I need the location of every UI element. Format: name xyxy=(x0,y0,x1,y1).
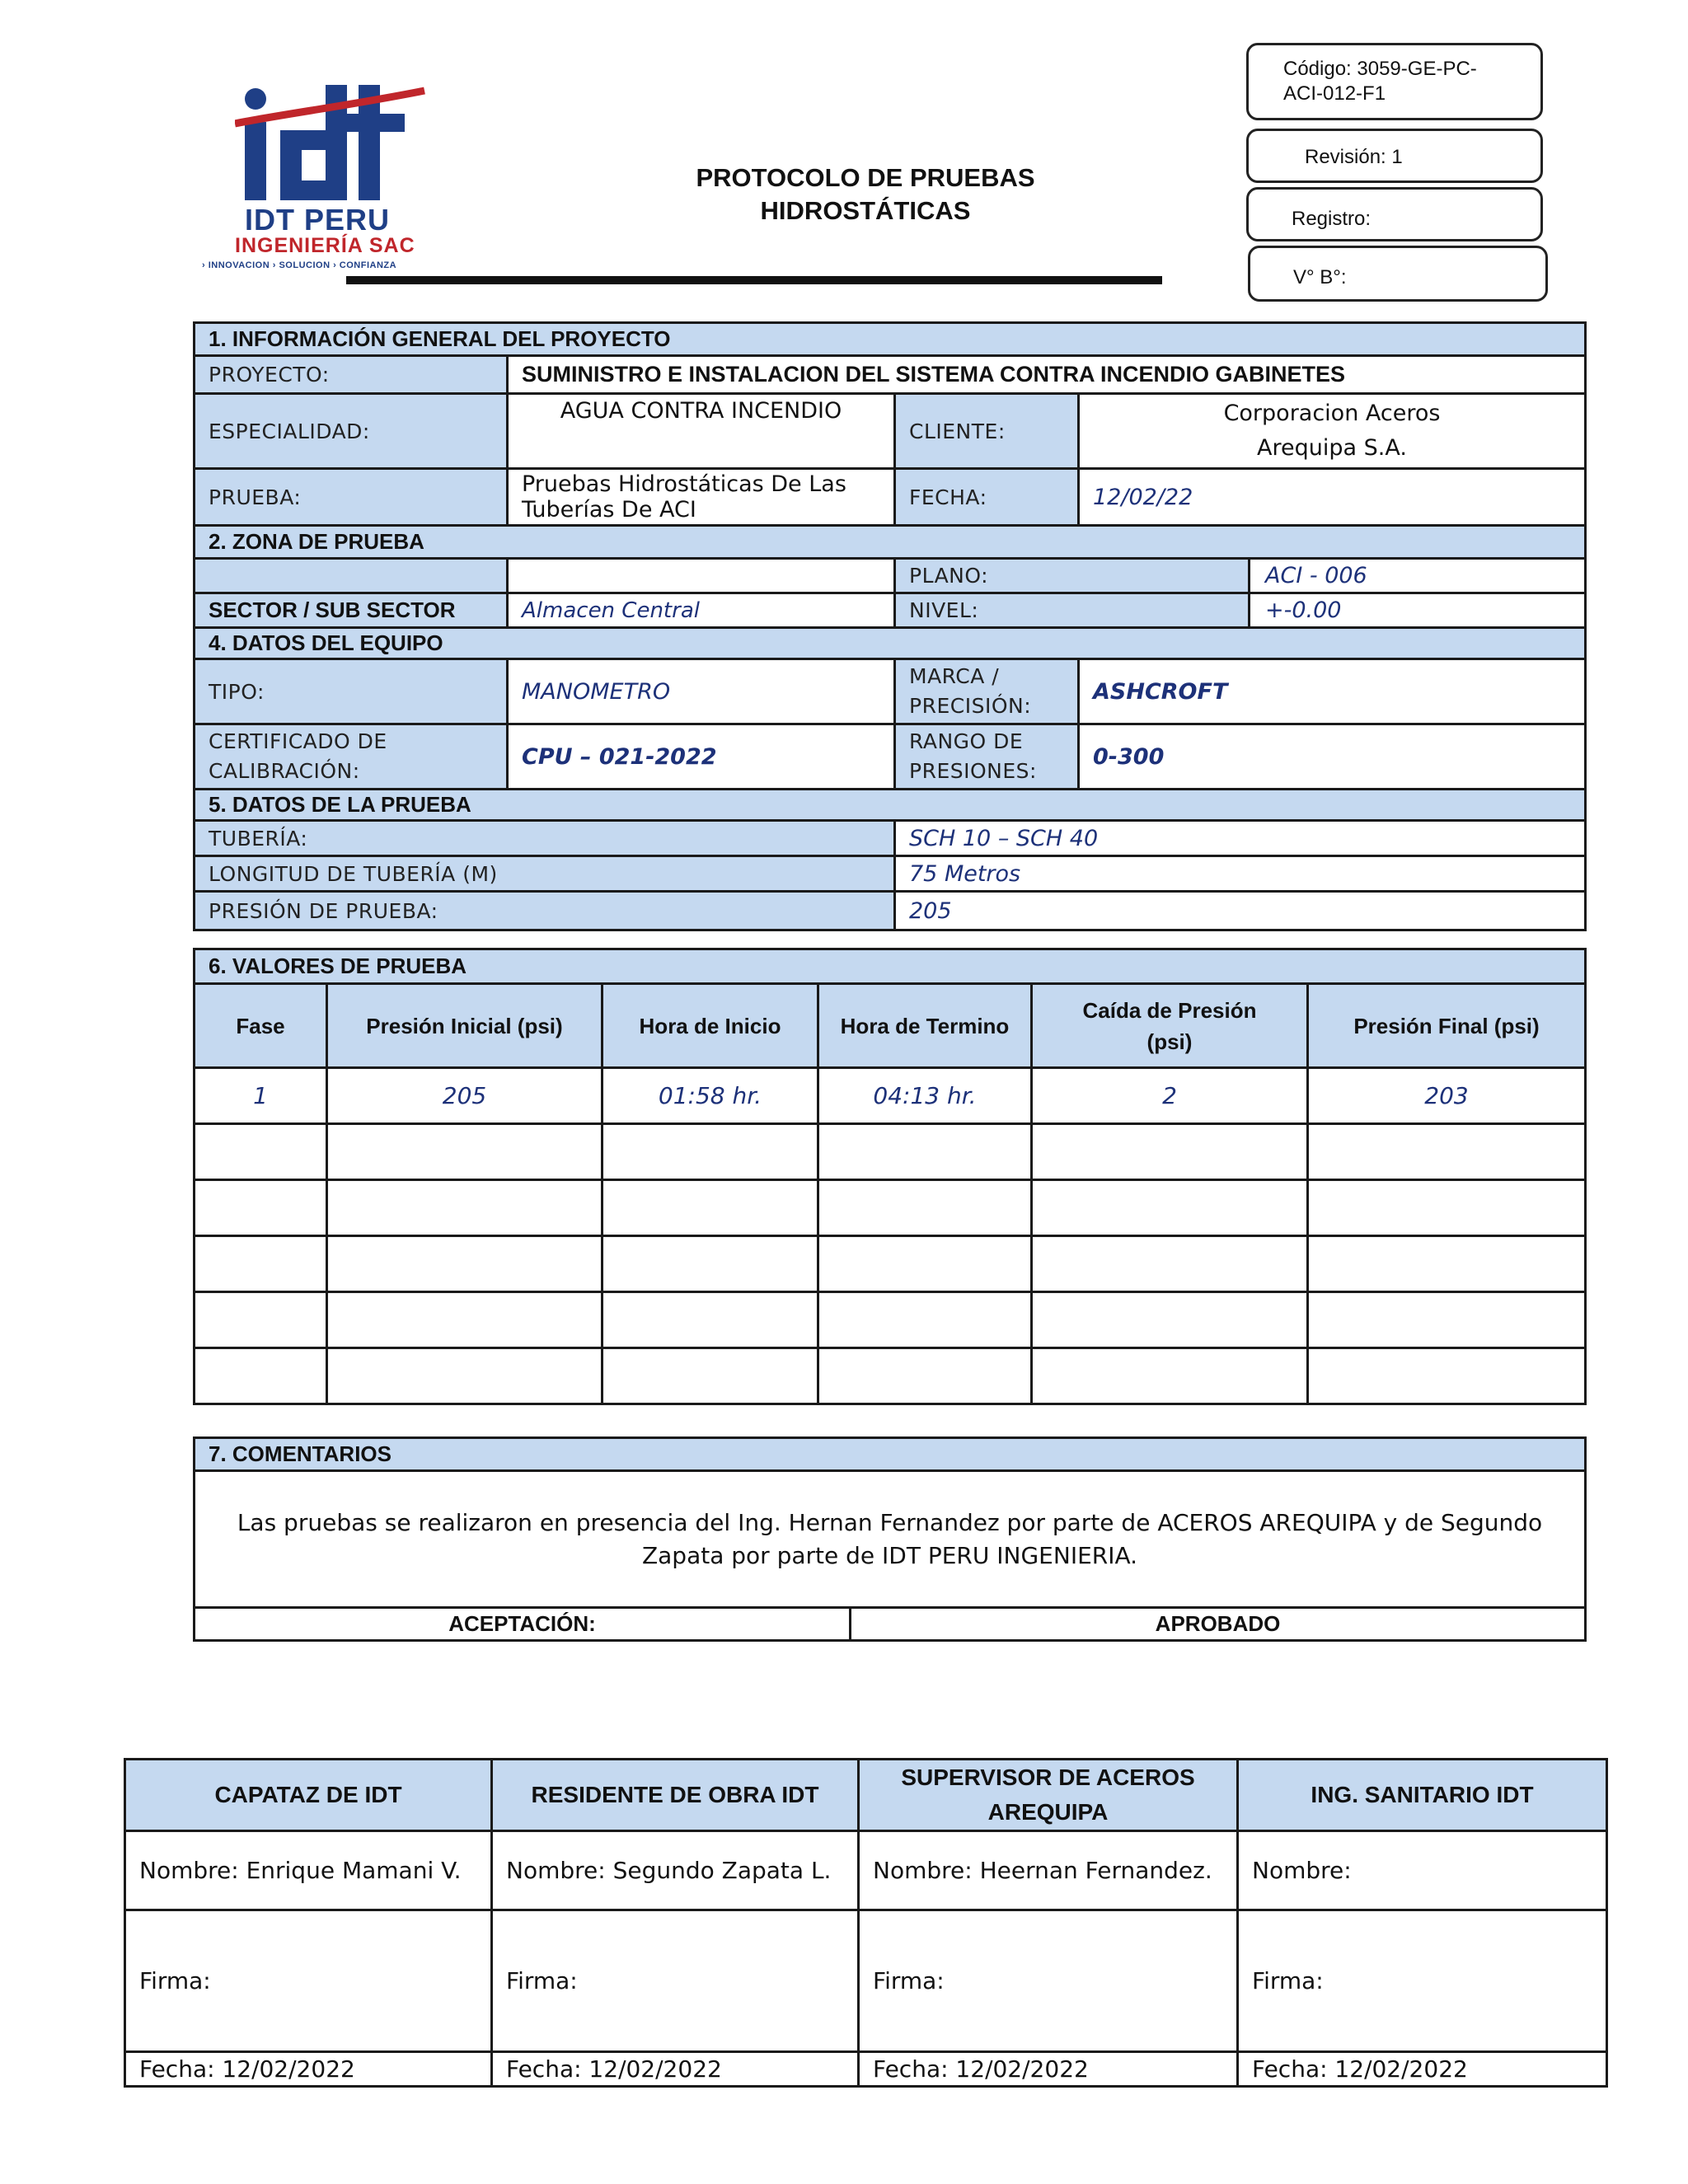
cell-hora-inicio xyxy=(603,1292,818,1348)
cell-presion-final: 203 xyxy=(1308,1068,1586,1124)
cell-hora-termino xyxy=(818,1348,1032,1404)
cell-caida-presion xyxy=(1032,1348,1308,1404)
cell-presion-final xyxy=(1308,1348,1586,1404)
logo-tagline: › INNOVACION › SOLUCION › CONFIANZA xyxy=(202,260,397,270)
comment-line-1: Las pruebas se realizaron en presencia del Ing. Hernan Fernandez por parte de ACEROS AREQUIPA y de Segundo xyxy=(237,1508,1543,1536)
signature-nombre: Nombre: Heernan Fernandez. xyxy=(859,1831,1238,1910)
cell-caida-presion: 2 xyxy=(1032,1068,1308,1124)
cell-presion-final xyxy=(1308,1236,1586,1292)
certificado-label-line-1: CERTIFICADO DE xyxy=(209,729,387,753)
presion-value: 205 xyxy=(895,892,1586,930)
tuberia-value: SCH 10 – SCH 40 xyxy=(895,821,1586,856)
prueba-label: PRUEBA: xyxy=(195,469,508,526)
signature-fecha: Fecha: 12/02/2022 xyxy=(859,2052,1238,2087)
idt-logo-mark-icon xyxy=(235,81,445,204)
cell-hora-inicio: 01:58 hr. xyxy=(603,1068,818,1124)
cell-hora-termino xyxy=(818,1124,1032,1180)
signature-role-residente: RESIDENTE DE OBRA IDT xyxy=(492,1760,859,1831)
signature-firma: Firma: xyxy=(859,1910,1238,2052)
header-caida-presion: Caída de Presión (psi) xyxy=(1032,984,1308,1068)
signature-role-capataz: CAPATAZ DE IDT xyxy=(125,1760,492,1831)
section-4-title: 4. DATOS DEL EQUIPO xyxy=(195,628,1586,659)
nivel-value: +-0.00 xyxy=(1250,593,1586,628)
signature-firma: Firma: xyxy=(1238,1910,1607,2052)
longitud-label: LONGITUD DE TUBERÍA (M) xyxy=(195,856,895,892)
signature-fecha: Fecha: 12/02/2022 xyxy=(492,2052,859,2087)
plano-label: PLANO: xyxy=(895,559,1250,593)
tuberia-label: TUBERÍA: xyxy=(195,821,895,856)
cell-presion-inicial xyxy=(327,1236,603,1292)
table-row xyxy=(195,1180,1586,1236)
certificado-label xyxy=(195,724,508,790)
test-values-table xyxy=(193,948,1587,1405)
cell-hora-inicio xyxy=(603,1236,818,1292)
comment-line-2: Zapata por parte de IDT PERU INGENIERIA. xyxy=(641,1541,1138,1569)
fecha-value: 12/02/22 xyxy=(1079,469,1586,526)
comments-table xyxy=(193,1436,1587,1642)
marca-label-line-1: MARCA / xyxy=(909,664,1000,688)
signature-fecha: Fecha: 12/02/2022 xyxy=(125,2052,492,2087)
cell-caida-presion xyxy=(1032,1292,1308,1348)
signature-role-ing-sanitario: ING. SANITARIO IDT xyxy=(1238,1760,1607,1831)
document-title xyxy=(643,162,1088,227)
revision-text: Revisión: 1 xyxy=(1305,146,1403,168)
marca-label-line-2: PRECISIÓN: xyxy=(909,694,1032,718)
signature-firma: Firma: xyxy=(125,1910,492,2052)
signature-nombre: Nombre: Segundo Zapata L. xyxy=(492,1831,859,1910)
sector-value: Almacen Central xyxy=(508,593,895,628)
cell-fase: 1 xyxy=(195,1068,327,1124)
cell-caida-presion xyxy=(1032,1180,1308,1236)
cell-hora-termino xyxy=(818,1292,1032,1348)
prueba-value: Pruebas Hidrostáticas De Las Tuberías De ACI xyxy=(508,469,895,526)
title-underline xyxy=(346,276,1162,284)
codigo-line-2: ACI-012-F1 xyxy=(1283,82,1386,105)
cell-hora-termino: 04:13 hr. xyxy=(818,1068,1032,1124)
signature-role-supervisor: SUPERVISOR DE ACEROS AREQUIPA xyxy=(859,1760,1238,1831)
section-2-title: 2. ZONA DE PRUEBA xyxy=(195,526,1586,559)
longitud-value: 75 Metros xyxy=(895,856,1586,892)
cell-caida-presion xyxy=(1032,1124,1308,1180)
proyecto-value: SUMINISTRO E INSTALACION DEL SISTEMA CONTRA INCENDIO GABINETES xyxy=(508,356,1586,394)
sector-label: SECTOR / SUB SECTOR xyxy=(195,593,508,628)
registro-text: Registro: xyxy=(1292,208,1372,230)
vb-text: V° B°: xyxy=(1293,266,1347,288)
zona-empty-label xyxy=(195,559,508,593)
registro-box xyxy=(1246,187,1543,241)
cell-hora-termino xyxy=(818,1236,1032,1292)
cell-fase xyxy=(195,1124,327,1180)
rango-label-line-1: RANGO DE xyxy=(909,729,1024,753)
especialidad-label: ESPECIALIDAD: xyxy=(195,394,508,469)
cell-fase xyxy=(195,1236,327,1292)
table-row xyxy=(195,1292,1586,1348)
logo-subtitle: INGENIERÍA SAC xyxy=(235,234,415,257)
cell-hora-inicio xyxy=(603,1180,818,1236)
certificado-value: CPU – 021-2022 xyxy=(508,724,895,790)
header-presion-final: Presión Final (psi) xyxy=(1308,984,1586,1068)
presion-label: PRESIÓN DE PRUEBA: xyxy=(195,892,895,930)
cell-presion-inicial: 205 xyxy=(327,1068,603,1124)
logo-name: IDT PERU xyxy=(245,203,391,237)
cell-presion-final xyxy=(1308,1180,1586,1236)
title-line-2: HIDROSTÁTICAS xyxy=(760,196,971,225)
aceptacion-value: APROBADO xyxy=(851,1608,1586,1641)
tipo-value: MANOMETRO xyxy=(508,659,895,724)
header-fase: Fase xyxy=(195,984,327,1068)
especialidad-value: AGUA CONTRA INCENDIO xyxy=(508,394,895,469)
signatures-table xyxy=(124,1758,1608,2088)
aceptacion-label: ACEPTACIÓN: xyxy=(195,1608,851,1641)
signature-nombre: Nombre: xyxy=(1238,1831,1607,1910)
rango-label-line-2: PRESIONES: xyxy=(909,759,1037,783)
vb-box xyxy=(1248,246,1548,302)
cell-caida-presion xyxy=(1032,1236,1308,1292)
nivel-label: NIVEL: xyxy=(895,593,1250,628)
revision-box xyxy=(1246,129,1543,183)
title-line-1: PROTOCOLO DE PRUEBAS xyxy=(696,163,1035,192)
test-values-header-row xyxy=(195,984,1586,1068)
table-row xyxy=(195,1236,1586,1292)
certificado-label-line-2: CALIBRACIÓN: xyxy=(209,759,360,783)
signature-nombre: Nombre: Enrique Mamani V. xyxy=(125,1831,492,1910)
cell-hora-termino xyxy=(818,1180,1032,1236)
header-presion-inicial: Presión Inicial (psi) xyxy=(327,984,603,1068)
cell-fase xyxy=(195,1348,327,1404)
marca-value: ASHCROFT xyxy=(1079,659,1586,724)
cell-presion-inicial xyxy=(327,1124,603,1180)
comments-text xyxy=(195,1471,1586,1608)
section-5-title: 5. DATOS DE LA PRUEBA xyxy=(195,790,1586,821)
cliente-line-2: Arequipa S.A. xyxy=(1257,435,1407,461)
proyecto-label: PROYECTO: xyxy=(195,356,508,394)
plano-value: ACI - 006 xyxy=(1250,559,1586,593)
fecha-label: FECHA: xyxy=(895,469,1079,526)
cell-presion-inicial xyxy=(327,1292,603,1348)
table-row xyxy=(195,1068,1586,1124)
cliente-value xyxy=(1079,394,1586,469)
section-6-title: 6. VALORES DE PRUEBA xyxy=(195,949,1586,984)
cell-hora-inicio xyxy=(603,1348,818,1404)
tipo-label: TIPO: xyxy=(195,659,508,724)
codigo-line-1: Código: 3059-GE-PC- xyxy=(1283,58,1477,80)
cell-fase xyxy=(195,1292,327,1348)
cell-presion-inicial xyxy=(327,1348,603,1404)
cell-presion-final xyxy=(1308,1292,1586,1348)
cell-presion-inicial xyxy=(327,1180,603,1236)
cliente-line-1: Corporacion Aceros xyxy=(1223,401,1441,426)
table-row xyxy=(195,1124,1586,1180)
cliente-label: CLIENTE: xyxy=(895,394,1079,469)
marca-label xyxy=(895,659,1079,724)
codigo-box xyxy=(1246,43,1543,120)
table-row xyxy=(195,1348,1586,1404)
section-7-title: 7. COMENTARIOS xyxy=(195,1438,1586,1471)
rango-label xyxy=(895,724,1079,790)
header-hora-termino: Hora de Termino xyxy=(818,984,1032,1068)
signature-firma: Firma: xyxy=(492,1910,859,2052)
header-hora-inicio: Hora de Inicio xyxy=(603,984,818,1068)
cell-presion-final xyxy=(1308,1124,1586,1180)
section-1-title: 1. INFORMACIÓN GENERAL DEL PROYECTO xyxy=(195,323,1586,356)
zona-empty-value xyxy=(508,559,895,593)
signature-fecha: Fecha: 12/02/2022 xyxy=(1238,2052,1607,2087)
cell-hora-inicio xyxy=(603,1124,818,1180)
company-logo xyxy=(202,81,445,279)
rango-value: 0-300 xyxy=(1079,724,1586,790)
project-info-table xyxy=(193,321,1587,931)
cell-fase xyxy=(195,1180,327,1236)
